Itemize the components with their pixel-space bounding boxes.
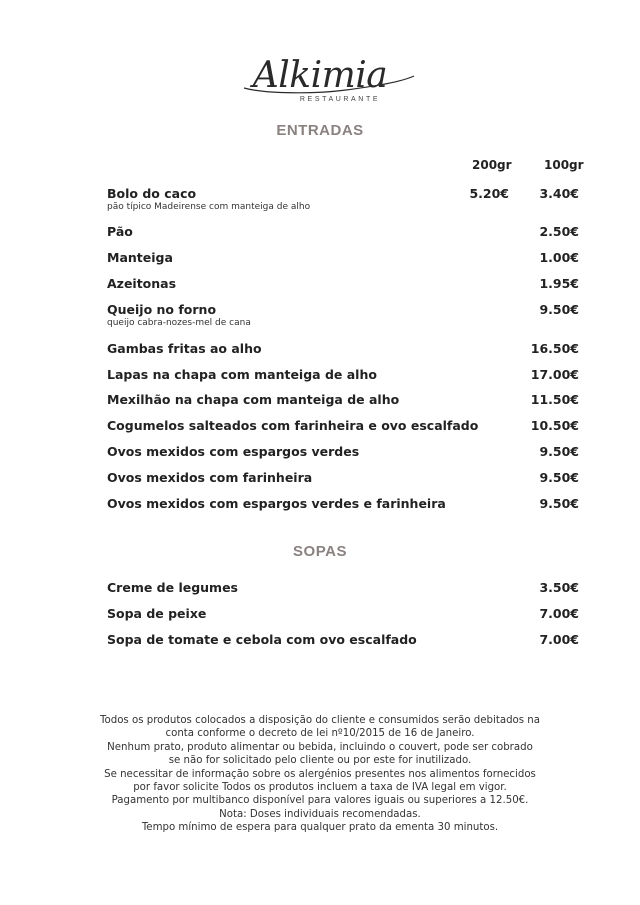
footer-line: Nenhum prato, produto alimentar ou bebida, incluindo o couvert, pode ser cobrado se não for solicitado pelo cliente ou por este for inutilizado. xyxy=(107,741,533,767)
menu-item xyxy=(107,418,579,434)
item-description: pão típico Madeirense com manteiga de alho xyxy=(107,202,311,212)
item-name: Sopa de tomate e cebola com ovo escalfado xyxy=(107,632,417,647)
menu-item xyxy=(107,444,579,460)
item-name: Ovos mexidos com espargos verdes xyxy=(107,444,360,459)
menu-item xyxy=(107,632,579,648)
footer-line: Todos os produtos colocados a disposição do cliente e consumidos serão debitados na conta conforme o decreto de lei nº10/2015 de 16 de Janeiro. xyxy=(100,715,541,740)
logo-swoosh-icon xyxy=(226,60,426,100)
item-price: 1.95€ xyxy=(539,276,579,291)
item-name: Gambas fritas ao alho xyxy=(107,341,262,356)
item-name: Pão xyxy=(107,224,133,239)
menu-item xyxy=(107,224,579,240)
item-price: 17.00€ xyxy=(530,367,579,382)
column-header-100gr: 100gr xyxy=(544,158,584,172)
item-price: 7.00€ xyxy=(539,632,579,647)
item-description: queijo cabra-nozes-mel de cana xyxy=(107,318,251,328)
section-title-entradas: ENTRADAS xyxy=(276,122,364,139)
menu-item xyxy=(107,392,579,408)
item-name: Mexilhão na chapa com manteiga de alho xyxy=(107,392,400,407)
item-price: 2.50€ xyxy=(539,224,579,239)
item-price: 3.50€ xyxy=(539,580,579,595)
footer-line: Pagamento por multibanco disponível para valores iguais ou superiores a 12.50€. xyxy=(111,795,529,807)
footer-line: Se necessitar de informação sobre os alergénios presentes nos alimentos fornecidos por favor solicite Todos os produtos incluem a taxa de IVA legal em vigor. xyxy=(104,768,536,794)
item-price: 9.50€ xyxy=(539,470,579,485)
section-title-sopas: SOPAS xyxy=(293,543,347,560)
item-name: Ovos mexidos com farinheira xyxy=(107,470,313,485)
menu-item xyxy=(107,341,579,357)
menu-item xyxy=(107,302,579,329)
footer-line: Nota: Doses individuais recomendadas. xyxy=(219,808,421,820)
brand-name: Alkimia xyxy=(252,55,388,96)
menu-item xyxy=(107,496,579,512)
item-price: 9.50€ xyxy=(539,496,579,511)
menu-item xyxy=(107,186,579,213)
item-name: Manteiga xyxy=(107,250,173,265)
footer-notes xyxy=(100,714,540,835)
item-price: 1.00€ xyxy=(539,250,579,265)
menu-item xyxy=(107,470,579,486)
item-name: Azeitonas xyxy=(107,276,177,291)
item-name: Cogumelos salteados com farinheira e ovo escalfado xyxy=(107,418,479,433)
brand-subtitle: RESTAURANTE xyxy=(299,96,381,103)
item-price: 9.50€ xyxy=(539,302,579,317)
item-price: 9.50€ xyxy=(539,444,579,459)
item-price: 10.50€ xyxy=(530,418,579,433)
item-price: 11.50€ xyxy=(530,392,579,407)
menu-item xyxy=(107,250,579,266)
column-header-200gr: 200gr xyxy=(472,158,512,172)
menu-item xyxy=(107,367,579,383)
item-name: Lapas na chapa com manteiga de alho xyxy=(107,367,377,382)
item-price: 3.40€ xyxy=(539,186,579,201)
footer-line: Tempo mínimo de espera para qualquer prato da ementa 30 minutos. xyxy=(141,822,499,834)
item-price-200gr: 5.20€ xyxy=(469,186,509,201)
item-name: Queijo no forno xyxy=(107,302,217,317)
item-name: Ovos mexidos com espargos verdes e farinheira xyxy=(107,496,446,511)
item-name: Bolo do caco xyxy=(107,186,197,201)
menu-item xyxy=(107,276,579,292)
item-price: 7.00€ xyxy=(539,606,579,621)
item-name: Sopa de peixe xyxy=(107,606,207,621)
item-name: Creme de legumes xyxy=(107,580,238,595)
menu-item xyxy=(107,606,579,622)
menu-item xyxy=(107,580,579,596)
item-price: 16.50€ xyxy=(530,341,579,356)
